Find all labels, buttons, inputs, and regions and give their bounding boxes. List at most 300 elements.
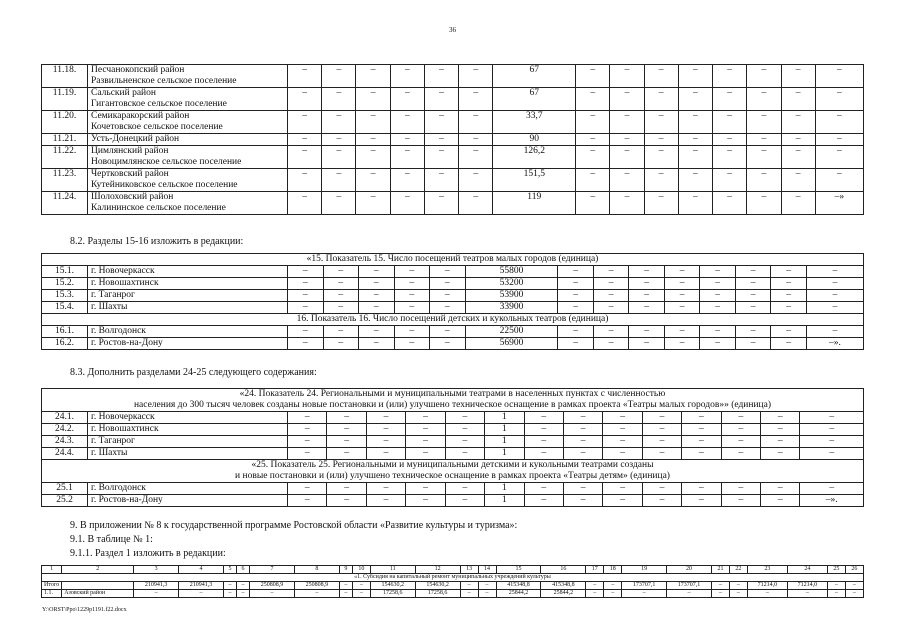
value-cell: – (761, 412, 800, 424)
value-cell: – (394, 326, 430, 338)
value-cell: – (460, 590, 478, 598)
section-header-line: «24. Показатель 24. Региональными и муниципальными театрами в населенных пунктах с численностью (239, 389, 666, 399)
value-cell: – (288, 424, 327, 436)
value-cell: – (806, 326, 863, 338)
table-row (42, 412, 864, 424)
value-cell: 22500 (465, 326, 558, 338)
value-cell: – (604, 582, 622, 590)
row-number: 11.24. (42, 192, 88, 215)
value-cell: – (610, 65, 644, 88)
row-name: г. Новочеркасск (88, 266, 288, 278)
value-cell: 1 (485, 495, 524, 507)
value-cell: – (593, 266, 629, 278)
value-cell: – (682, 448, 721, 460)
value-cell: – (629, 338, 665, 350)
value-cell: 1 (485, 412, 524, 424)
value-cell: – (678, 146, 712, 169)
value-cell: – (806, 278, 863, 290)
value-cell: – (563, 412, 602, 424)
value-cell: – (366, 436, 405, 448)
value-cell: – (237, 582, 250, 590)
value-cell: – (806, 290, 863, 302)
value-cell: – (524, 483, 563, 495)
value-cell: – (800, 424, 864, 436)
value-cell: – (394, 266, 430, 278)
value-cell: – (430, 278, 466, 290)
table-row (42, 146, 864, 169)
value-cell: – (586, 590, 604, 598)
value-cell: – (747, 146, 781, 169)
value-cell: – (288, 302, 324, 314)
value-cell: – (576, 192, 610, 215)
value-cell: – (294, 590, 339, 598)
value-cell: – (593, 338, 629, 350)
column-number: 21 (712, 566, 730, 574)
value-cell: – (406, 495, 445, 507)
row-number: 15.1. (42, 266, 88, 278)
value-cell: – (771, 338, 807, 350)
row-number: 15.3. (42, 290, 88, 302)
value-cell: – (721, 412, 760, 424)
row-name (88, 88, 288, 111)
value-cell: – (359, 302, 395, 314)
value-cell: – (424, 146, 458, 169)
value-cell: – (445, 436, 484, 448)
value-cell: – (460, 582, 478, 590)
row-number: 11.22. (42, 146, 88, 169)
row-name: г. Таганрог (88, 436, 288, 448)
value-cell: – (664, 290, 700, 302)
row-number: 25.1 (42, 483, 88, 495)
value-cell: Азовский район (62, 590, 134, 598)
value-cell: 250808,9 (250, 582, 295, 590)
value-cell: – (250, 590, 295, 598)
row-name-line: Новоцимлянское сельское поселение (91, 157, 242, 167)
value-cell: – (459, 111, 493, 134)
row-number: 15.4. (42, 302, 88, 314)
column-number: 3 (134, 566, 179, 574)
value-cell: – (327, 424, 366, 436)
value-cell: – (642, 436, 681, 448)
value-cell: – (430, 290, 466, 302)
value-cell: – (322, 169, 356, 192)
value-cell: – (323, 338, 359, 350)
value-cell: – (359, 290, 395, 302)
value-cell: – (356, 111, 390, 134)
value-cell: – (747, 192, 781, 215)
value-cell: – (747, 88, 781, 111)
value-cell: – (610, 146, 644, 169)
column-number: 24 (787, 566, 827, 574)
value-cell: – (629, 302, 665, 314)
row-name-line: Кутейниковское сельское поселение (91, 180, 238, 190)
value-cell: – (339, 590, 352, 598)
value-cell: 53200 (465, 278, 558, 290)
row-number: 16.1. (42, 326, 88, 338)
value-cell: 1 (485, 436, 524, 448)
value-cell: – (729, 590, 747, 598)
value-cell: – (366, 483, 405, 495)
value-cell: – (735, 338, 771, 350)
value-cell: – (459, 65, 493, 88)
row-name: г. Новошахтинск (88, 278, 288, 290)
value-cell: – (604, 590, 622, 598)
column-number: 25 (827, 566, 845, 574)
column-number: 15 (496, 566, 541, 574)
value-cell: – (288, 278, 324, 290)
value-cell: – (237, 590, 250, 598)
value-cell: – (406, 448, 445, 460)
table-row (42, 169, 864, 192)
value-cell: – (629, 266, 665, 278)
value-cell: – (424, 192, 458, 215)
table-row (42, 338, 864, 350)
value-cell: – (713, 146, 747, 169)
value-cell: – (323, 278, 359, 290)
column-number: 20 (667, 566, 712, 574)
row-name (88, 111, 288, 134)
value-cell: – (586, 582, 604, 590)
value-cell: – (322, 192, 356, 215)
table-row (42, 483, 864, 495)
value-cell: – (747, 590, 787, 598)
table-row (42, 290, 864, 302)
value-cell: – (459, 88, 493, 111)
value-cell: – (781, 111, 815, 134)
value-cell: 210941,3 (179, 582, 224, 590)
column-number: 6 (237, 566, 250, 574)
value-cell: 25844,2 (496, 590, 541, 598)
value-cell: 415348,8 (496, 582, 541, 590)
value-cell: – (771, 266, 807, 278)
value-cell: – (603, 495, 642, 507)
value-cell: – (713, 169, 747, 192)
value-cell: – (700, 338, 736, 350)
value-cell: – (700, 302, 736, 314)
value-cell: 210941,3 (134, 582, 179, 590)
value-cell: – (644, 192, 678, 215)
section-header-row (42, 389, 864, 412)
value-cell: –». (806, 338, 863, 350)
value-cell: – (781, 169, 815, 192)
value-cell: – (827, 590, 845, 598)
value-cell: – (366, 412, 405, 424)
section-header-row (42, 254, 864, 266)
value-cell: – (558, 278, 594, 290)
value-cell: – (642, 483, 681, 495)
value-cell: – (664, 338, 700, 350)
table-districts (41, 64, 864, 215)
section-header: 16. Показатель 16. Число посещений детских и кукольных театров (единица) (42, 314, 864, 326)
column-number: 22 (729, 566, 747, 574)
value-cell: 154630,2 (415, 582, 460, 590)
value-cell: – (576, 65, 610, 88)
value-cell: – (322, 134, 356, 146)
value-cell: – (678, 65, 712, 88)
value-cell: – (288, 448, 327, 460)
value-cell: – (593, 326, 629, 338)
value-cell: – (445, 412, 484, 424)
value-cell: – (622, 590, 667, 598)
value-cell: 154630,2 (370, 582, 415, 590)
value-cell: – (644, 134, 678, 146)
value-cell: – (424, 169, 458, 192)
table-row (42, 495, 864, 507)
value-cell: – (700, 266, 736, 278)
value-cell: – (288, 192, 322, 215)
row-name: г. Волгодонск (88, 326, 288, 338)
value-cell: – (747, 111, 781, 134)
value-cell: – (721, 495, 760, 507)
table-row (42, 326, 864, 338)
row-name-line: Гигантовское сельское поселение (91, 99, 227, 109)
value-cell: – (800, 483, 864, 495)
value-cell: – (729, 582, 747, 590)
value-cell: – (430, 338, 466, 350)
value-cell: – (390, 134, 424, 146)
value-cell: – (815, 134, 863, 146)
value-cell: –» (815, 192, 863, 215)
value-cell: – (288, 146, 322, 169)
value-cell: – (603, 436, 642, 448)
value-cell: – (288, 338, 324, 350)
value-cell: 56900 (465, 338, 558, 350)
row-number: 11.23. (42, 169, 88, 192)
value-cell: – (664, 278, 700, 290)
value-cell: – (761, 483, 800, 495)
column-number: 14 (478, 566, 496, 574)
row-name: г. Ростов-на-Дону (88, 338, 288, 350)
value-cell: – (327, 436, 366, 448)
value-cell: – (781, 134, 815, 146)
section-header-line: и новые постановки и (или) улучшено техническое оснащение в рамках проекта «Театры детям» (единица) (235, 471, 670, 481)
table-row (42, 590, 864, 598)
column-number: 1 (42, 566, 62, 574)
value-cell: – (610, 111, 644, 134)
value-cell: – (721, 448, 760, 460)
table-row (42, 65, 864, 88)
value-cell: – (394, 290, 430, 302)
row-name-line: Чертковский район (91, 169, 169, 179)
value-cell: – (747, 65, 781, 88)
value-cell: – (713, 88, 747, 111)
value-cell: – (445, 495, 484, 507)
column-number: 18 (604, 566, 622, 574)
value-cell: – (366, 424, 405, 436)
value-cell: – (563, 436, 602, 448)
value-cell: – (563, 495, 602, 507)
value-cell: – (603, 448, 642, 460)
value-cell: – (761, 495, 800, 507)
value-cell: – (678, 192, 712, 215)
value-cell: 33900 (465, 302, 558, 314)
value-cell: – (390, 169, 424, 192)
value-cell: – (445, 424, 484, 436)
value-cell: – (390, 65, 424, 88)
value-cell: – (356, 65, 390, 88)
value-cell: – (366, 448, 405, 460)
table-subsidy (41, 565, 864, 598)
value-cell: 67 (493, 65, 576, 88)
value-cell: – (603, 412, 642, 424)
row-name: г. Ростов-на-Дону (88, 495, 288, 507)
row-number: 24.2. (42, 424, 88, 436)
value-cell: – (815, 169, 863, 192)
row-name (88, 134, 288, 146)
value-cell: – (524, 424, 563, 436)
value-cell: – (781, 88, 815, 111)
value-cell: – (664, 266, 700, 278)
value-cell: – (700, 326, 736, 338)
row-number: 24.3. (42, 436, 88, 448)
value-cell: – (406, 436, 445, 448)
column-number: 2 (62, 566, 134, 574)
value-cell: – (700, 278, 736, 290)
value-cell: – (424, 65, 458, 88)
value-cell: – (735, 302, 771, 314)
value-cell: – (667, 590, 712, 598)
value-cell: – (644, 146, 678, 169)
value-cell: 415348,8 (541, 582, 586, 590)
value-cell: – (761, 448, 800, 460)
value-cell: 71214,0 (787, 582, 827, 590)
column-number: 13 (460, 566, 478, 574)
value-cell: – (288, 169, 322, 192)
value-cell: 151,5 (493, 169, 576, 192)
section-header (42, 460, 864, 483)
column-number: 9 (339, 566, 352, 574)
value-cell: – (406, 483, 445, 495)
row-number: 25.2 (42, 495, 88, 507)
value-cell: – (576, 111, 610, 134)
value-cell: – (288, 436, 327, 448)
section-header (42, 389, 864, 412)
value-cell: – (134, 590, 179, 598)
value-cell: – (288, 111, 322, 134)
footer-file-path: Y:\ORST\Ppo\1229p1191.f22.docx (42, 607, 127, 613)
value-cell: – (713, 134, 747, 146)
column-number: 5 (223, 566, 236, 574)
value-cell: – (713, 111, 747, 134)
section-header-line: «25. Показатель 25. Региональными и муниципальными детскими и кукольными театрами созданы (251, 460, 654, 470)
table-new-productions (41, 388, 864, 507)
value-cell: – (322, 146, 356, 169)
value-cell: – (327, 412, 366, 424)
value-cell: 1 (485, 424, 524, 436)
row-name: г. Волгодонск (88, 483, 288, 495)
value-cell: – (563, 483, 602, 495)
value-cell: – (629, 326, 665, 338)
value-cell: – (806, 266, 863, 278)
value-cell: Итого (42, 582, 62, 590)
row-name (88, 146, 288, 169)
value-cell: – (424, 88, 458, 111)
table-row (42, 302, 864, 314)
column-number: 10 (352, 566, 370, 574)
page-number: 36 (449, 26, 456, 34)
value-cell: – (644, 88, 678, 111)
value-cell: – (644, 111, 678, 134)
column-number-row (42, 566, 864, 574)
value-cell: – (610, 134, 644, 146)
row-name (88, 65, 288, 88)
column-number: 17 (586, 566, 604, 574)
row-number: 24.4. (42, 448, 88, 460)
value-cell: – (558, 338, 594, 350)
value-cell: – (713, 65, 747, 88)
column-number: 16 (541, 566, 586, 574)
value-cell: – (288, 290, 324, 302)
column-number: 12 (415, 566, 460, 574)
column-number: 23 (747, 566, 787, 574)
value-cell: – (322, 88, 356, 111)
value-cell: – (576, 146, 610, 169)
value-cell: 90 (493, 134, 576, 146)
value-cell: – (603, 424, 642, 436)
value-cell: – (721, 483, 760, 495)
value-cell: – (390, 88, 424, 111)
value-cell: 55800 (465, 266, 558, 278)
table-row (42, 448, 864, 460)
value-cell: – (800, 412, 864, 424)
value-cell: – (610, 88, 644, 111)
row-name: г. Новочеркасск (88, 412, 288, 424)
row-name: г. Шахты (88, 302, 288, 314)
value-cell: – (576, 169, 610, 192)
value-cell: – (593, 290, 629, 302)
value-cell: – (394, 302, 430, 314)
section-header: «15. Показатель 15. Число посещений театров малых городов (единица) (42, 254, 864, 266)
table-row (42, 192, 864, 215)
table-row (42, 111, 864, 134)
value-cell: – (642, 424, 681, 436)
value-cell: 1 (485, 448, 524, 460)
value-cell: 53900 (465, 290, 558, 302)
value-cell: – (610, 169, 644, 192)
value-cell: – (288, 134, 322, 146)
value-cell: 71214,0 (747, 582, 787, 590)
value-cell: – (815, 111, 863, 134)
value-cell: – (430, 302, 466, 314)
value-cell: – (366, 495, 405, 507)
value-cell: – (558, 290, 594, 302)
value-cell: – (390, 111, 424, 134)
value-cell: – (682, 495, 721, 507)
row-number: 24.1. (42, 412, 88, 424)
value-cell: – (322, 65, 356, 88)
row-name-line: Усть-Донецкий район (91, 134, 180, 144)
table-row (42, 436, 864, 448)
value-cell: – (323, 290, 359, 302)
value-cell: – (678, 169, 712, 192)
row-name (88, 192, 288, 215)
table-row (42, 278, 864, 290)
table-row (42, 582, 864, 590)
value-cell: – (356, 88, 390, 111)
value-cell: – (682, 483, 721, 495)
table-theatre-visits (41, 253, 864, 350)
value-cell: – (323, 326, 359, 338)
value-cell: – (352, 582, 370, 590)
value-cell: – (524, 495, 563, 507)
value-cell: – (781, 146, 815, 169)
value-cell: – (179, 590, 224, 598)
value-cell: – (682, 436, 721, 448)
value-cell: – (629, 278, 665, 290)
value-cell: – (781, 192, 815, 215)
row-name-line: Семикаракорский район (91, 111, 190, 121)
row-number: 11.21. (42, 134, 88, 146)
